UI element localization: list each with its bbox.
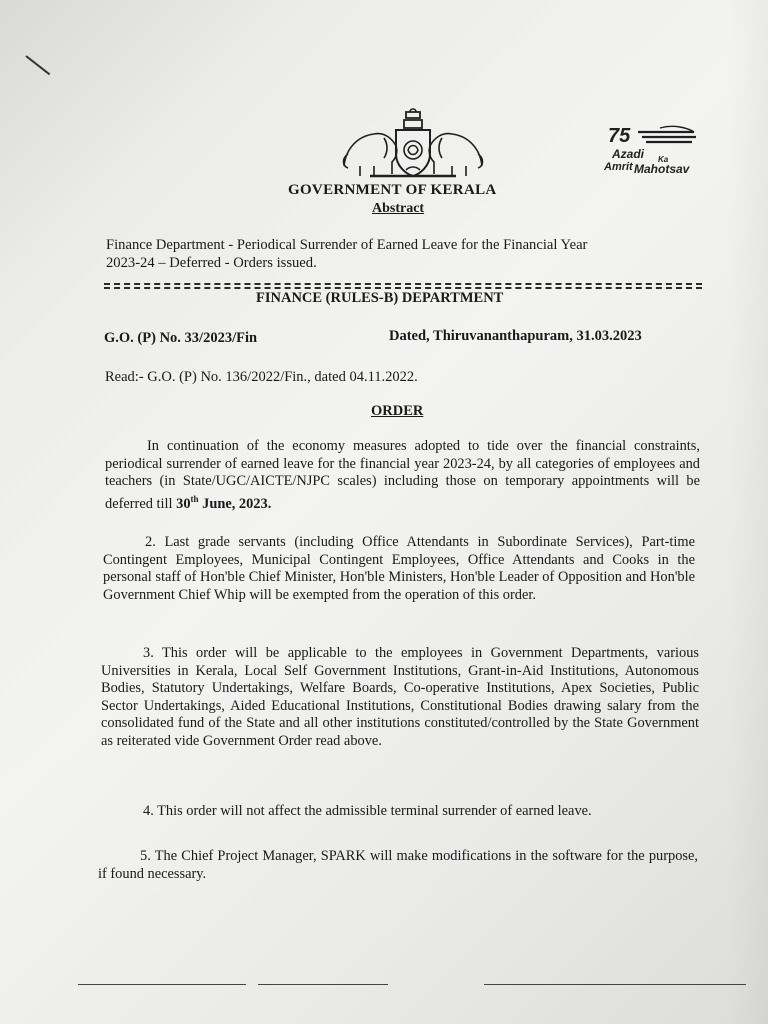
deadline-rest: June, 2023.: [198, 495, 272, 512]
subject-line-2: 2023-24 – Deferred - Orders issued.: [106, 255, 317, 271]
bottom-rule: [78, 984, 246, 985]
go-date: Dated, Thiruvananthapuram, 31.03.2023: [389, 328, 642, 344]
order-paragraph-4: 4. This order will not affect the admissible terminal surrender of earned leave.: [143, 803, 592, 819]
azadi-ka-amrit-mahotsav-logo: [604, 122, 716, 176]
paragraph-1-text: In continuation of the economy measures adopted to tide over the financial constraints, periodical surrender of earned leave for the financial year 2023-24, by all categories of employees and teachers (in State/UGC/AICTE/NJPC scales) including those on temporary appointments will be deferred till: [105, 438, 700, 512]
paragraph-2-text: 2. Last grade servants (including Office Attendants in Subordinate Services), Part-time Contingent Employees, Municipal Contingent Employees, Office Attendants and Cooks in the personal staff of Hon'ble Chief Minister, Hon'ble Ministers, Hon'ble Leader of Opposition and Hon'ble Government Chief Whip will be exempted from the operation of this order.: [103, 534, 695, 603]
department-heading: FINANCE (RULES-B) DEPARTMENT: [256, 290, 504, 306]
subject-line-1: Finance Department - Periodical Surrender of Earned Leave for the Financial Year: [106, 237, 588, 253]
order-paragraph-2: [103, 534, 695, 604]
government-title: GOVERNMENT OF KERALA: [288, 182, 497, 198]
paragraph-3-text: 3. This order will be applicable to the employees in Government Departments, various Universities in Kerala, Local Self Government Institutions, Grant-in-Aid Institutions, Autonomous Bodies, Statutory Undertakings, Welfare Boards, Co-operative Institutions, Apex Societies, Public Sector Undertakings, Aided Educational Institutions, Constitutional Bodies drawing salary from the consolidated fund of the State and all other institutions constituted/controlled by the State Government as reiterated vide Government Order read above.: [101, 645, 699, 749]
logo-ka: Ka: [658, 155, 669, 164]
order-heading: ORDER: [371, 403, 424, 419]
abstract-heading: Abstract: [372, 201, 425, 216]
paragraph-5-text: 5. The Chief Project Manager, SPARK will make modifications in the software for the purpose, if found necessary.: [98, 848, 698, 882]
order-paragraph-1: [105, 438, 700, 513]
read-reference: Read:- G.O. (P) No. 136/2022/Fin., dated 04.11.2022.: [105, 369, 418, 385]
deadline-day: 30: [176, 495, 191, 512]
order-paragraph-5: [98, 848, 698, 883]
bottom-rule: [258, 984, 388, 985]
deadline-ordinal: th: [190, 493, 199, 504]
logo-mahotsav: Mahotsav: [634, 162, 690, 176]
kerala-emblem-icon: [340, 108, 486, 180]
order-paragraph-3: [101, 645, 699, 751]
logo-azadi: Azadi: [612, 147, 645, 161]
dashed-divider: [104, 287, 702, 289]
logo-amrit: Amrit: [604, 161, 633, 173]
pen-mark: [25, 55, 50, 75]
page-shadow: [728, 0, 768, 1024]
dashed-divider: [104, 283, 702, 285]
bottom-rule: [484, 984, 746, 985]
subject: [106, 236, 706, 272]
go-number: G.O. (P) No. 33/2023/Fin: [104, 330, 258, 346]
svg-text:75: 75: [608, 125, 631, 147]
